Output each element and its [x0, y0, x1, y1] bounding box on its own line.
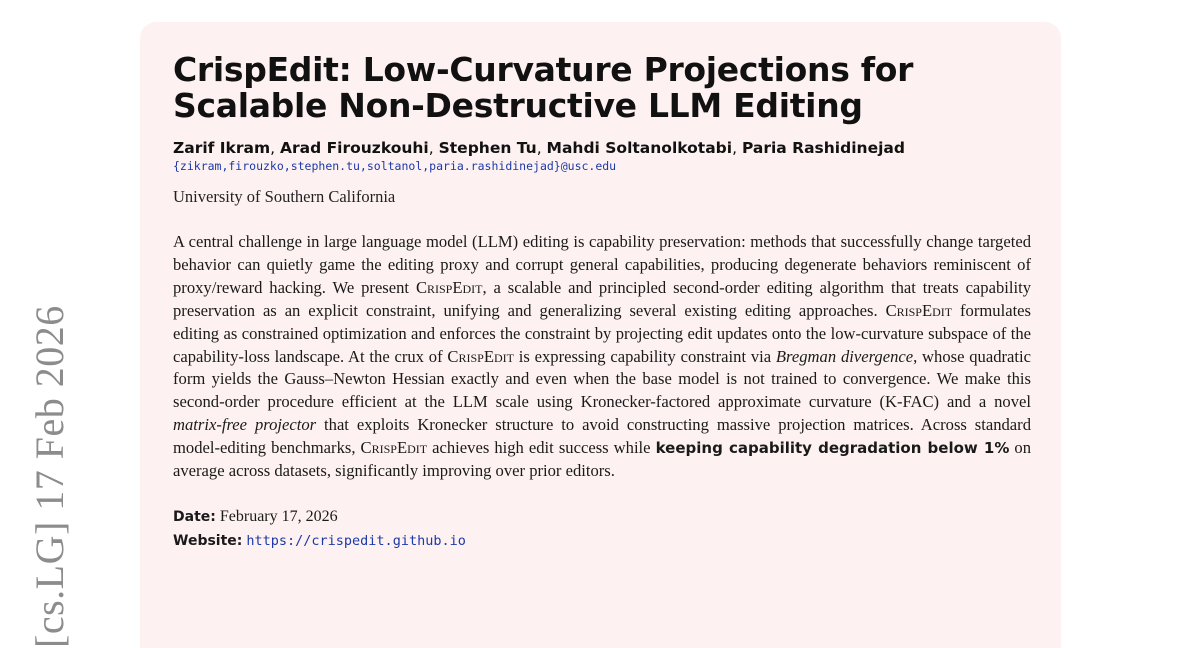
author-separator: , — [732, 139, 742, 157]
date-label: Date: — [173, 508, 216, 525]
website-link[interactable]: https://crispedit.github.io — [246, 532, 466, 549]
website-row — [173, 529, 1033, 553]
paper-header — [173, 52, 1033, 553]
abstract-segment: achieves high edit success while — [427, 438, 656, 458]
author-name: Zarif Ikram — [173, 139, 271, 157]
author-name: Paria Rashidinejad — [741, 139, 905, 157]
abstract-segment: formulates editing as constrained optimization and enforces the constraint by projecting edit updates onto the low-curvature subspace of the capability-loss landscape. At the crux of — [173, 300, 1031, 366]
method-name: CrispEdit — [447, 346, 514, 366]
date-value: February 17, 2026 — [219, 507, 338, 525]
paper-title-line-1: CrispEdit: Low-Curvature Projections for — [173, 50, 914, 89]
abstract-segment: , a scalable and principled second-order editing algorithm that treats capability preservation as an explicit constraint, unifying and generalizing several existing editing approaches. — [173, 277, 1031, 320]
author-name: Mahdi Soltanolkotabi — [546, 139, 733, 157]
author-name: Arad Firouzkouhi — [279, 139, 429, 157]
abstract-segment: A central challenge in large language model (LLM) editing is capability preservation: methods that successfully change targeted behavior can quietly game the editing proxy and corrupt general capabilities, producing degenerate behaviors reminiscent of proxy/reward hacking. We present — [173, 232, 1031, 297]
abstract-segment: on average across datasets, significantly improving over prior editors. — [173, 438, 1032, 481]
abstract-text — [173, 231, 1031, 483]
paper-metadata — [173, 505, 1033, 553]
method-name: CrispEdit — [415, 277, 483, 297]
author-emails[interactable]: {zikram,firouzko,stephen.tu,soltanol,paria.rashidinejad}@usc.edu — [173, 159, 617, 173]
author-separator: , — [270, 139, 280, 157]
highlighted-result: keeping capability degradation below 1% — [655, 439, 1010, 458]
emphasized-term: Bregman divergence — [775, 346, 914, 366]
date-row — [173, 505, 1033, 529]
abstract-segment: is expressing capability constraint via — [513, 346, 776, 366]
paper-title-line-2: Scalable Non-Destructive LLM Editing — [173, 86, 863, 125]
author-separator: , — [428, 139, 439, 157]
method-name: CrispEdit — [885, 300, 953, 320]
abstract-segment: that exploits Kronecker structure to avoid constructing massive projection matrices. Across standard model-editing benchmarks, — [173, 415, 1032, 458]
affiliation: University of Southern California — [173, 187, 396, 206]
author-list — [173, 139, 1033, 157]
website-label: Website: — [173, 532, 243, 549]
arxiv-side-stamp: [cs.LG] 17 Feb 2026 — [27, 305, 72, 648]
author-name: Stephen Tu — [438, 139, 537, 157]
emphasized-term: matrix-free projector — [173, 415, 317, 435]
abstract-segment: , whose quadratic form yields the Gauss–Newton Hessian exactly and even when the base model is not trained to convergence. We make this second-order procedure efficient at the LLM scale using Kronecker-factored approximate curvature (K-FAC) and a novel — [173, 346, 1031, 412]
paper-title — [173, 52, 1033, 124]
author-separator: , — [536, 139, 547, 157]
method-name: CrispEdit — [360, 438, 428, 458]
